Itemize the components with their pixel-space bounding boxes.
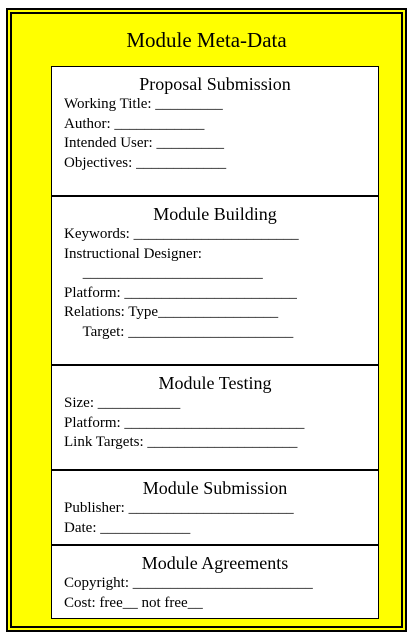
page-title: Module Meta-Data (126, 28, 287, 52)
section-module-testing (64, 372, 378, 453)
section-title: Module Testing (158, 373, 272, 393)
form-panel (51, 66, 379, 619)
section-divider (51, 364, 379, 366)
field-intended-user: Intended User: _________ (64, 135, 224, 151)
field-objectives: Objectives: ____________ (64, 154, 227, 171)
field-date: Date: ____________ (64, 519, 191, 536)
field-relations-type: Relations: Type________________ (64, 304, 279, 320)
section-title: Module Submission (142, 478, 288, 498)
field-cost: Cost: free__ not free__ (64, 594, 203, 611)
section-title: Module Building (153, 204, 277, 224)
field-platform: Platform: _______________________ (64, 284, 297, 301)
section-proposal-submission (64, 73, 378, 173)
section-module-submission (64, 477, 378, 538)
field-instructional-designer-blank: ________________________ (64, 265, 263, 281)
section-divider (51, 544, 379, 546)
section-module-building (64, 203, 378, 342)
section-divider (51, 195, 379, 197)
field-working-title: Working Title: _________ (64, 96, 223, 112)
field-platform: Platform: ________________________ (64, 414, 305, 431)
section-module-agreements (64, 552, 378, 613)
outer-frame (6, 8, 407, 632)
section-title: Module Agreements (141, 553, 289, 573)
field-copyright: Copyright: ________________________ (64, 575, 313, 591)
field-relations-target: Target: ______________________ (64, 323, 294, 340)
field-instructional-designer: Instructional Designer: (64, 245, 202, 262)
field-keywords: Keywords: ______________________ (64, 226, 299, 242)
field-size: Size: ___________ (64, 395, 181, 411)
field-publisher: Publisher: ______________________ (64, 500, 294, 516)
field-author: Author: ____________ (64, 115, 205, 132)
section-title: Proposal Submission (139, 74, 291, 94)
field-link-targets: Link Targets: ____________________ (64, 434, 298, 450)
section-divider (51, 469, 379, 471)
